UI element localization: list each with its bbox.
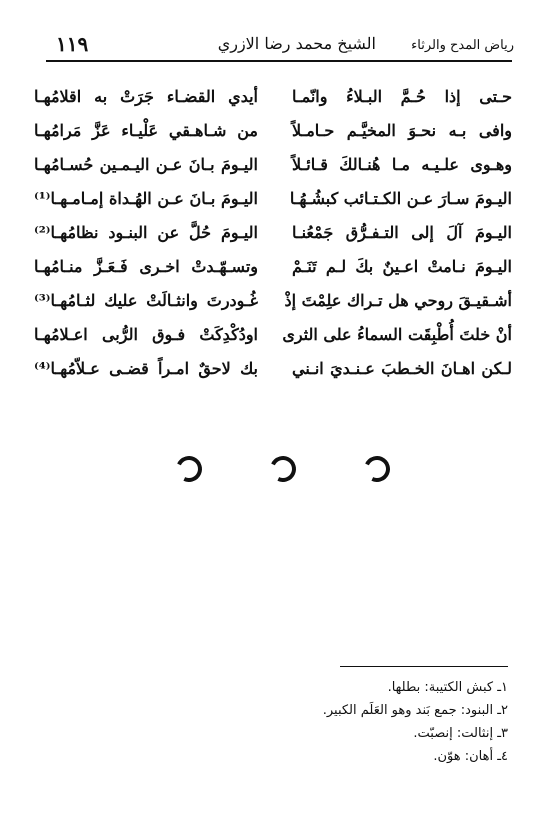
header-rule — [46, 60, 512, 62]
verse-2-first-hemistich: وافى بـه نحـوَ المخيَّـم حـامـلاً — [292, 121, 512, 140]
page-header — [46, 30, 514, 56]
verse-4-first-hemistich: اليـومَ سـارَ عـن الكـتـائب كبشُـهُـا — [289, 189, 512, 208]
verse-8-second-hemistich: اودُكْدِكَتْ فـوق الرُّبى اعـلامُهـا — [34, 325, 258, 344]
verse-3-second-hemistich: اليـومَ بـانَ عـن اليـمـين حُسـامُهـا — [34, 155, 258, 174]
footnote-3: ٣ـ إنثالت: إنصبّت. — [413, 726, 508, 741]
crescent-ornament-icon — [266, 452, 299, 485]
verse-1-first-hemistich: حـتى إذا حُـمَّ البـلاءُ وانّمـا — [292, 87, 512, 106]
verse-8-first-hemistich: أنْ خلتَ أُطْبِقَت السماءُ على الثرى — [282, 325, 512, 344]
verse-5-second-hemistich: اليـومَ حُلَّ عن البنـود نظامُهـا⁽²⁾ — [34, 223, 258, 242]
author-name: الشيخ محمد رضا الازري — [217, 34, 376, 53]
verse-9-second-hemistich: بك لاحقٌ امـراً قضـى عـلاّمُهـا⁽⁴⁾ — [34, 359, 258, 378]
section-divider-ornaments — [0, 446, 536, 492]
verse-7-first-hemistich: أشـقيـقَ روحي هل تـراك علِمْتَ إذْ — [284, 291, 512, 310]
footnote-2: ٢ـ البنود: جمع بَند وهو العَلَم الكبير. — [322, 703, 508, 718]
verse-3-first-hemistich: وهـوى علـيـه مـا هُنـالكَ قـائـلاً — [292, 155, 512, 174]
footnotes — [68, 676, 508, 768]
footnote-1: ١ـ كبش الكتيبة: بطلها. — [387, 680, 508, 695]
crescent-ornament-icon — [360, 452, 393, 485]
footnote-rule — [340, 666, 508, 667]
footnote-4: ٤ـ أهان: هوّن. — [433, 749, 508, 764]
crescent-ornament-icon — [172, 452, 205, 485]
verse-5-first-hemistich: اليـومَ آلَ إلى التـفـرُّق جَمْعُنـا — [292, 223, 512, 242]
verse-7-second-hemistich: غُـودرتَ وانثـالَتْ عليك لثـامُهـا⁽³⁾ — [34, 291, 258, 310]
verse-2-second-hemistich: من شـاهـقي عَلْيـاء عَزَّ مَرامُهـا — [34, 121, 258, 140]
verse-1-second-hemistich: أيدي القضـاء جَرَتْ به اقلامُهـا — [34, 87, 258, 106]
verse-9-first-hemistich: لـكن اهـانَ الخـطبَ عـنـديَ انـني — [292, 359, 512, 378]
page-number: ١١٩ — [56, 32, 89, 56]
verse-4-second-hemistich: اليـومَ بـانَ عـن الهُـداة إمـامـهـا⁽¹⁾ — [34, 189, 258, 208]
book-title: رياض المدح والرثاء — [411, 38, 514, 53]
verse-6-second-hemistich: وتسـهّـدتْ اخـرى فَـعَـزَّ منـامُهـا — [34, 257, 258, 276]
verse-6-first-hemistich: اليـومَ نـامتْ اعـينٌ بكَ لـم تَنَـمْ — [292, 257, 512, 276]
